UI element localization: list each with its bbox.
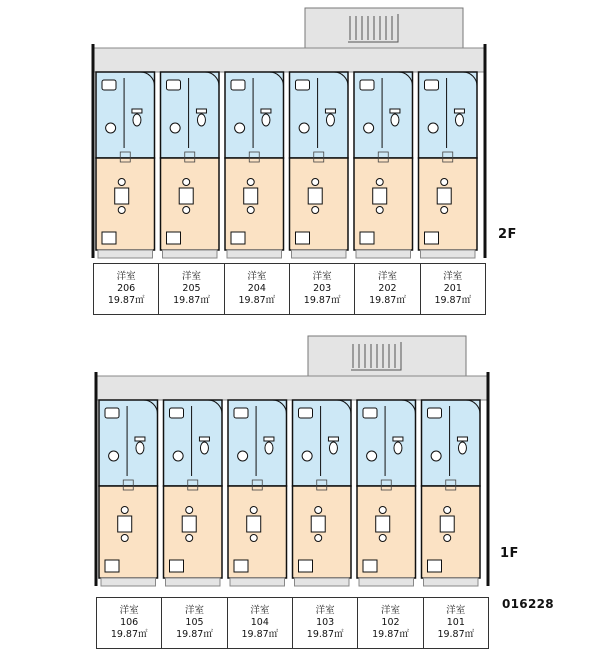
unit-type: 洋室: [380, 605, 400, 616]
toilet: [136, 442, 144, 454]
unit-number: 102: [381, 617, 400, 628]
toilet: [265, 442, 273, 454]
washbasin: [106, 123, 116, 133]
toilet: [133, 114, 141, 126]
chair: [312, 179, 319, 186]
chair: [315, 535, 322, 542]
toilet-tank: [261, 109, 271, 113]
plan-code: 016228: [502, 597, 554, 611]
washbasin: [170, 123, 180, 133]
couch: [299, 560, 313, 572]
toilet-tank: [135, 437, 145, 441]
floor-label-1f: 1F: [500, 546, 519, 561]
sink: [234, 408, 248, 418]
washbasin: [302, 451, 312, 461]
sink: [231, 80, 245, 90]
balcony: [295, 578, 350, 586]
unit-type: 洋室: [181, 271, 201, 282]
toilet: [262, 114, 270, 126]
couch: [296, 232, 310, 244]
balcony: [101, 578, 156, 586]
balcony: [424, 578, 479, 586]
chair: [315, 507, 322, 514]
unit-area: 19.87㎡: [437, 629, 475, 640]
unit-number: 104: [250, 617, 269, 628]
chair: [121, 535, 128, 542]
table: [118, 516, 132, 532]
floor-plan-2f: [0, 0, 600, 260]
unit-type: 洋室: [315, 605, 335, 616]
unit-cell-203[interactable]: [290, 264, 355, 314]
chair: [186, 507, 193, 514]
chair: [118, 179, 125, 186]
unit-cell-205[interactable]: [159, 264, 224, 314]
unit-type: 洋室: [184, 605, 204, 616]
unit-number: 101: [446, 617, 465, 628]
couch: [425, 232, 439, 244]
unit-number: 202: [378, 283, 397, 294]
toilet: [326, 114, 334, 126]
couch: [231, 232, 245, 244]
sink: [363, 408, 377, 418]
unit-type: 洋室: [250, 605, 270, 616]
table: [376, 516, 390, 532]
chair: [250, 535, 257, 542]
chair: [441, 207, 448, 214]
unit-type: 洋室: [443, 271, 463, 282]
table: [247, 516, 261, 532]
washbasin: [235, 123, 245, 133]
toilet-tank: [196, 109, 206, 113]
unit-area: 19.87㎡: [107, 295, 145, 306]
washbasin: [364, 123, 374, 133]
toilet: [455, 114, 463, 126]
couch: [428, 560, 442, 572]
table: [308, 188, 322, 204]
table: [437, 188, 451, 204]
unit-cell-201[interactable]: [421, 264, 486, 314]
sink: [170, 408, 184, 418]
unit-area: 19.87㎡: [110, 629, 148, 640]
unit-cell-101[interactable]: [424, 598, 489, 648]
unit-cell-206[interactable]: [94, 264, 159, 314]
chair: [444, 535, 451, 542]
table: [115, 188, 129, 204]
balcony: [227, 250, 282, 258]
toilet: [197, 114, 205, 126]
couch: [105, 560, 119, 572]
sink: [299, 408, 313, 418]
unit-number: 204: [247, 283, 266, 294]
washbasin: [367, 451, 377, 461]
toilet: [458, 442, 466, 454]
unit-type: 洋室: [247, 271, 267, 282]
sink: [167, 80, 181, 90]
chair: [121, 507, 128, 514]
chair: [186, 535, 193, 542]
washbasin: [173, 451, 183, 461]
balcony: [356, 250, 411, 258]
toilet-tank: [393, 437, 403, 441]
toilet-tank: [199, 437, 209, 441]
balcony: [359, 578, 414, 586]
chair: [444, 507, 451, 514]
unit-area: 19.87㎡: [434, 295, 472, 306]
toilet-tank: [264, 437, 274, 441]
corridor: [93, 48, 485, 72]
sink: [102, 80, 116, 90]
balcony: [98, 250, 153, 258]
couch: [360, 232, 374, 244]
washbasin: [109, 451, 119, 461]
toilet-tank: [454, 109, 464, 113]
unit-number: 105: [185, 617, 204, 628]
chair: [312, 207, 319, 214]
unit-area: 19.87㎡: [176, 629, 213, 640]
chair: [376, 179, 383, 186]
sink: [105, 408, 119, 418]
washbasin: [238, 451, 248, 461]
chair: [183, 179, 190, 186]
table: [311, 516, 325, 532]
balcony: [230, 578, 285, 586]
washbasin: [428, 123, 438, 133]
toilet-tank: [132, 109, 142, 113]
unit-area: 19.87㎡: [238, 295, 276, 306]
unit-type: 洋室: [312, 271, 332, 282]
couch: [102, 232, 116, 244]
unit-type: 洋室: [119, 605, 139, 616]
chair: [441, 179, 448, 186]
unit-cell-103[interactable]: [293, 598, 358, 648]
unit-number: 103: [316, 617, 335, 628]
chair: [183, 207, 190, 214]
unit-number: 205: [182, 283, 201, 294]
chair: [379, 507, 386, 514]
table: [244, 188, 258, 204]
unit-number: 206: [117, 283, 136, 294]
toilet-tank: [328, 437, 338, 441]
floor-label-2f: 2F: [498, 227, 517, 242]
chair: [379, 535, 386, 542]
unit-cell-105[interactable]: [162, 598, 227, 648]
toilet: [200, 442, 208, 454]
chair: [118, 207, 125, 214]
table: [182, 516, 196, 532]
toilet-tank: [325, 109, 335, 113]
toilet-tank: [457, 437, 467, 441]
sink: [428, 408, 442, 418]
washbasin: [299, 123, 309, 133]
table: [440, 516, 454, 532]
balcony: [163, 250, 218, 258]
unit-number: 203: [313, 283, 332, 294]
unit-table-2f: [93, 263, 486, 315]
chair: [247, 207, 254, 214]
toilet: [329, 442, 337, 454]
balcony: [292, 250, 347, 258]
unit-cell-202[interactable]: [355, 264, 420, 314]
unit-cell-204[interactable]: [225, 264, 290, 314]
sink: [296, 80, 310, 90]
unit-area: 19.87㎡: [303, 295, 341, 306]
unit-table-1f: [96, 597, 489, 649]
chair: [376, 207, 383, 214]
couch: [363, 560, 377, 572]
unit-type: 洋室: [377, 271, 397, 282]
unit-type: 洋室: [446, 605, 466, 616]
unit-area: 19.87㎡: [173, 295, 210, 306]
unit-cell-106[interactable]: [97, 598, 162, 648]
table: [179, 188, 193, 204]
balcony: [166, 578, 221, 586]
unit-area: 19.87㎡: [369, 295, 406, 306]
toilet-tank: [390, 109, 400, 113]
unit-area: 19.87㎡: [306, 629, 344, 640]
unit-area: 19.87㎡: [372, 629, 409, 640]
unit-number: 106: [120, 617, 139, 628]
toilet: [394, 442, 402, 454]
washbasin: [431, 451, 441, 461]
chair: [247, 179, 254, 186]
table: [373, 188, 387, 204]
corridor: [96, 376, 488, 400]
chair: [250, 507, 257, 514]
couch: [170, 560, 184, 572]
unit-cell-102[interactable]: [358, 598, 423, 648]
toilet: [391, 114, 399, 126]
sink: [425, 80, 439, 90]
unit-type: 洋室: [116, 271, 136, 282]
unit-number: 201: [443, 283, 462, 294]
sink: [360, 80, 374, 90]
balcony: [421, 250, 476, 258]
couch: [234, 560, 248, 572]
unit-cell-104[interactable]: [228, 598, 293, 648]
couch: [167, 232, 181, 244]
unit-area: 19.87㎡: [241, 629, 279, 640]
